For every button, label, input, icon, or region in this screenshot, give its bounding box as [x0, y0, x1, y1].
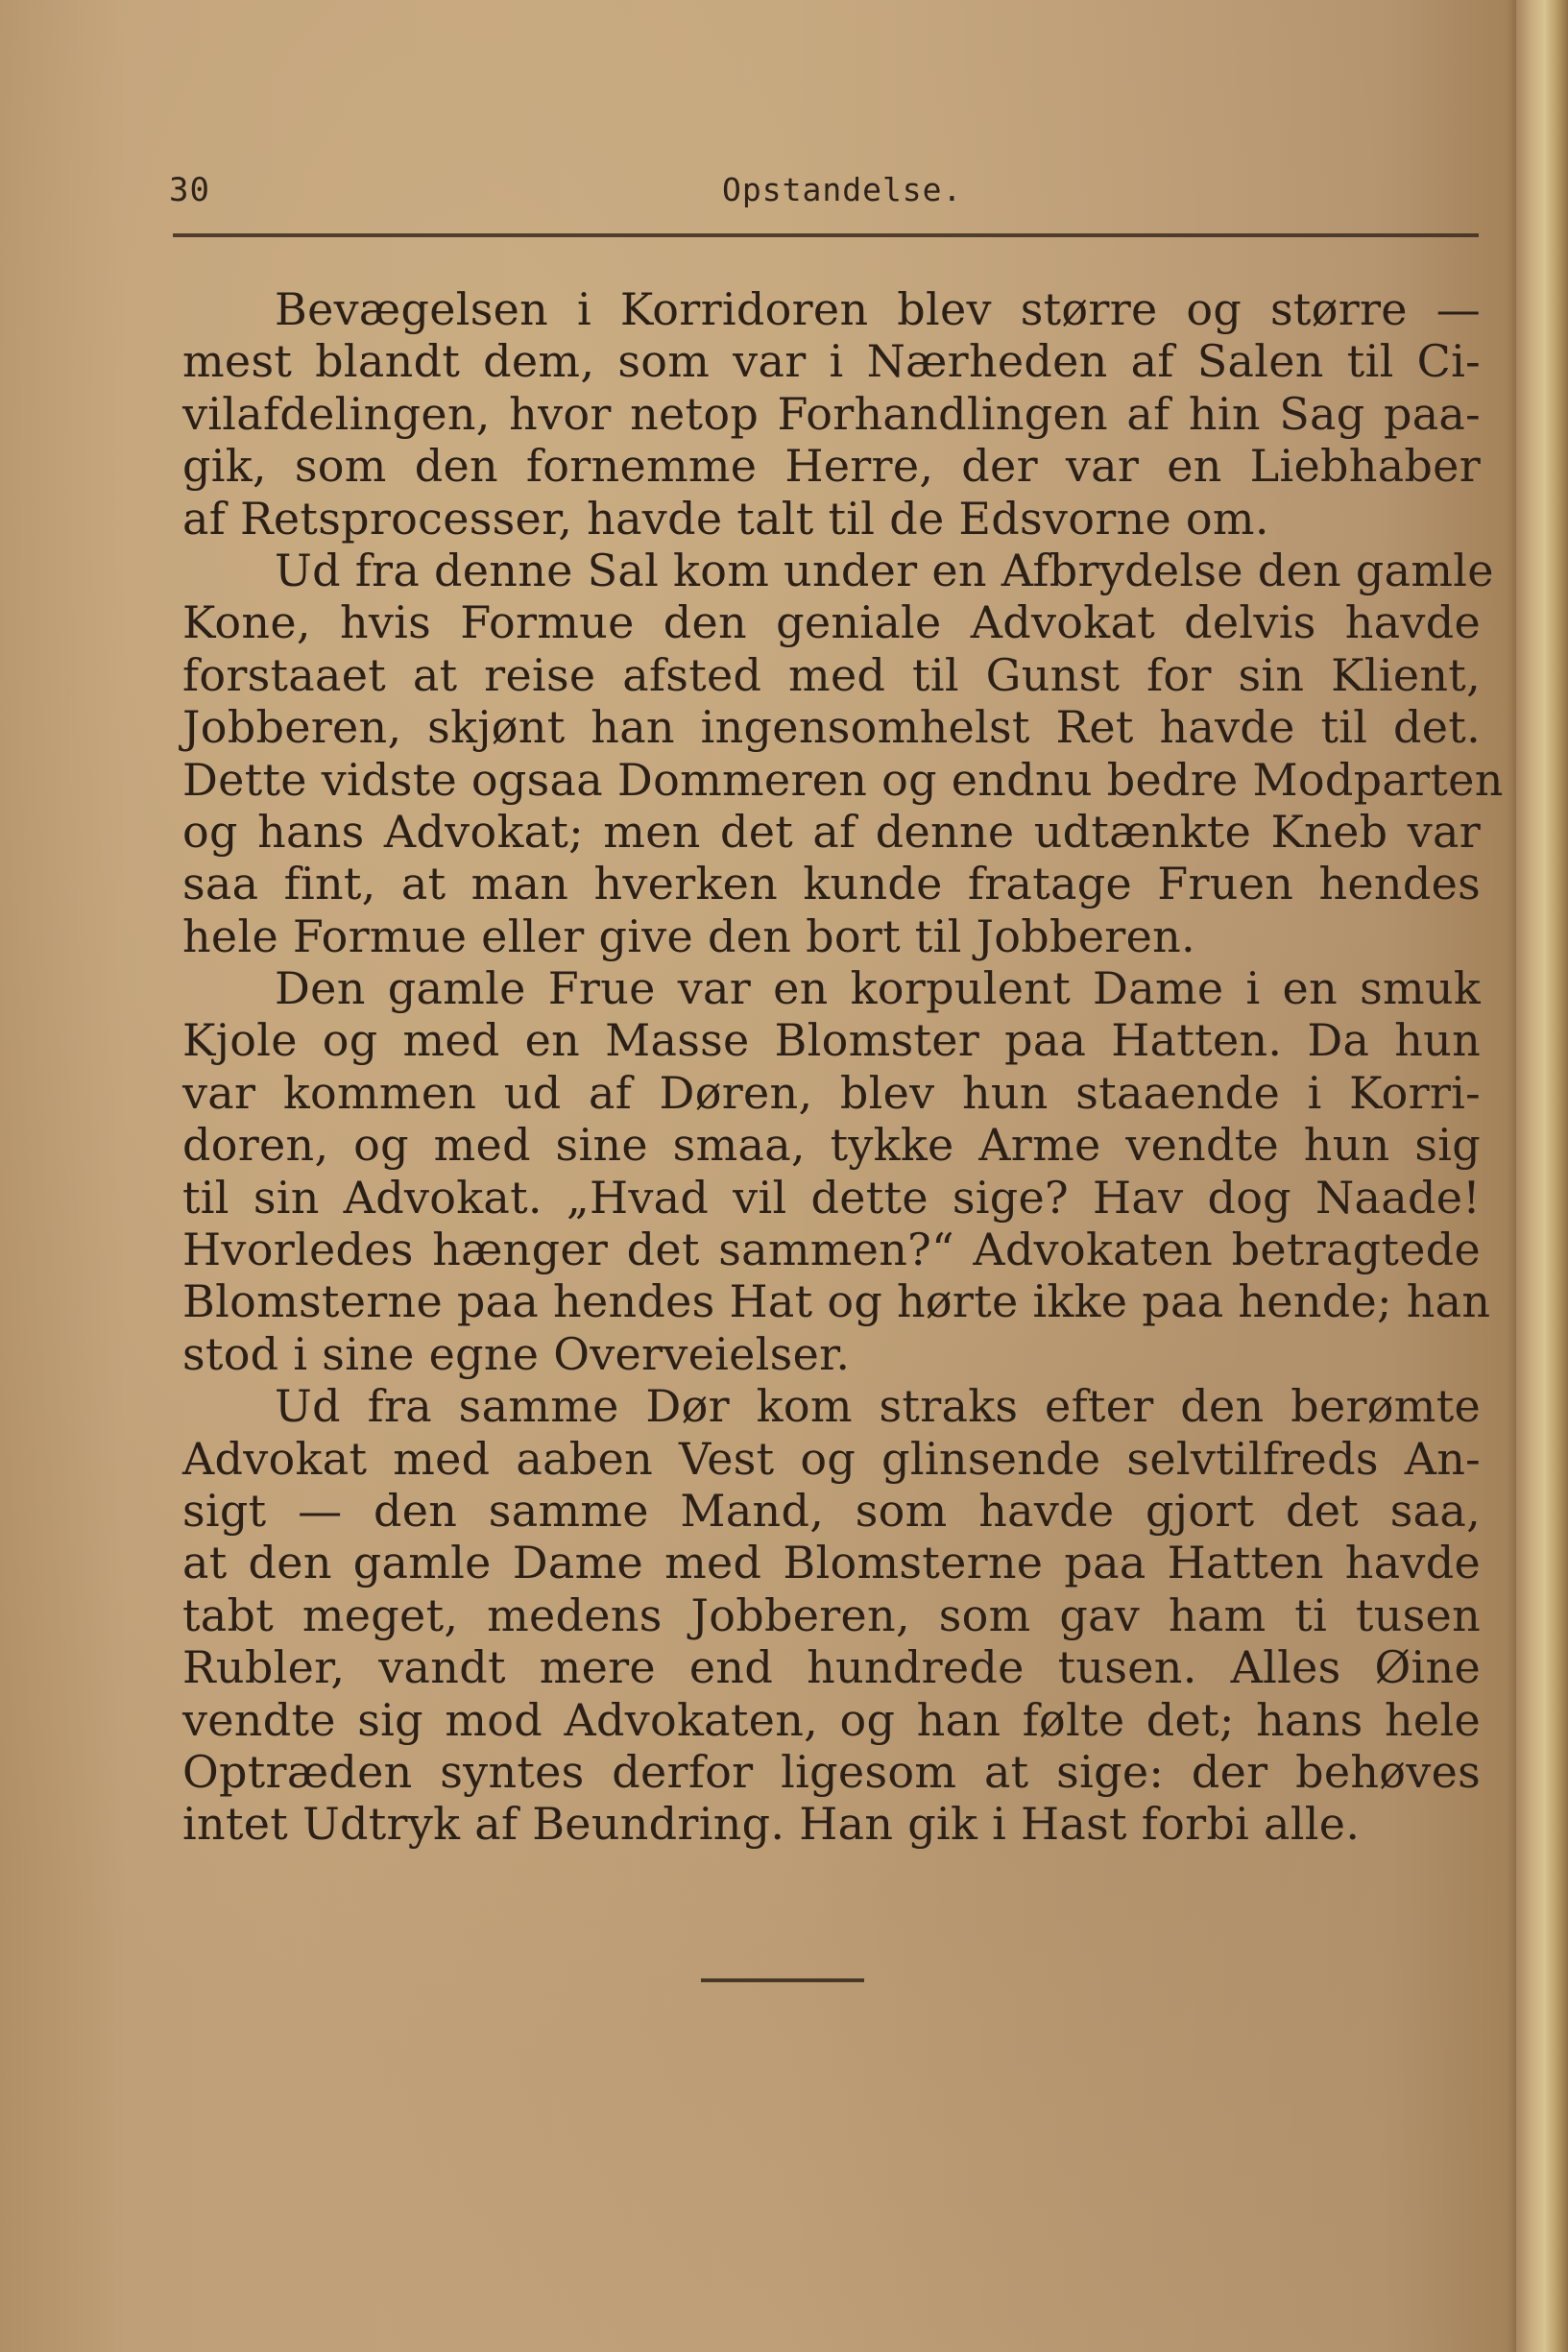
- text-line: forstaaet at reise afsted med til Gunst for sin Klient,: [182, 648, 1481, 701]
- running-title: Opstandelse.: [722, 171, 963, 208]
- text-line: vilafdelingen, hvor netop Forhandlingen af hin Sag paa-: [182, 387, 1481, 440]
- header-rule: [173, 233, 1479, 237]
- text-line: Advokat med aaben Vest og glinsende selvtilfreds An-: [182, 1432, 1481, 1485]
- page-fold-shadow: [1507, 0, 1516, 2352]
- page-edge: [1516, 0, 1568, 2352]
- text-line: Blomsterne paa hendes Hat og hørte ikke paa hende; han: [182, 1275, 1491, 1328]
- text-line: hele Formue eller give den bort til Jobberen.: [182, 909, 1195, 962]
- text-line: af Retsprocesser, havde talt til de Edsvorne om.: [182, 492, 1269, 545]
- text-line: var kommen ud af Døren, blev hun staaende i Korri-: [182, 1066, 1481, 1119]
- text-line: Rubler, vandt mere end hundrede tusen. Alles Øine: [182, 1641, 1481, 1694]
- text-line: intet Udtryk af Beundring. Han gik i Hast forbi alle.: [182, 1798, 1361, 1851]
- text-line: Jobberen, skjønt han ingensomhelst Ret havde til det.: [182, 701, 1481, 754]
- text-line: Kone, hvis Formue den geniale Advokat delvis havde: [182, 596, 1481, 649]
- body-text: [182, 283, 1504, 1851]
- text-line: stod i sine egne Overveielser.: [182, 1327, 851, 1380]
- running-head: [165, 171, 1479, 225]
- text-line: Den gamle Frue var en korpulent Dame i en smuk: [275, 962, 1481, 1015]
- text-line: gik, som den fornemme Herre, der var en Liebhaber: [182, 440, 1481, 493]
- text-line: Ud fra denne Sal kom under en Afbrydelse den gamle: [275, 544, 1494, 596]
- text-line: sigt — den samme Mand, som havde gjort det saa,: [182, 1484, 1481, 1537]
- text-line: doren, og med sine smaa, tykke Arme vendte hun sig: [182, 1119, 1481, 1172]
- text-line: Hvorledes hænger det sammen?“ Advokaten betragtede: [182, 1224, 1481, 1276]
- page-number: 30: [169, 171, 210, 209]
- text-line: saa fint, at man hverken kunde fratage Fruen hendes: [182, 858, 1481, 910]
- section-end-rule: [701, 1978, 864, 1982]
- text-line: Ud fra samme Dør kom straks efter den berømte: [275, 1380, 1481, 1433]
- text-line: tabt meget, medens Jobberen, som gav ham ti tusen: [182, 1588, 1481, 1641]
- text-line: at den gamle Dame med Blomsterne paa Hatten havde: [182, 1537, 1481, 1589]
- text-line: Dette vidste ogsaa Dommeren og endnu bedre Modparten: [182, 753, 1504, 806]
- text-line: mest blandt dem, som var i Nærheden af Salen til Ci-: [182, 335, 1481, 388]
- text-line: Bevægelsen i Korridoren blev større og større —: [275, 283, 1481, 335]
- text-line: vendte sig mod Advokaten, og han følte det; hans hele: [182, 1693, 1481, 1746]
- text-line: til sin Advokat. „Hvad vil dette sige? Hav dog Naade!: [182, 1171, 1481, 1224]
- text-line: og hans Advokat; men det af denne udtænkte Kneb var: [182, 805, 1481, 858]
- text-line: Optræden syntes derfor ligesom at sige: der behøves: [182, 1745, 1481, 1798]
- text-line: Kjole og med en Masse Blomster paa Hatten. Da hun: [182, 1014, 1481, 1067]
